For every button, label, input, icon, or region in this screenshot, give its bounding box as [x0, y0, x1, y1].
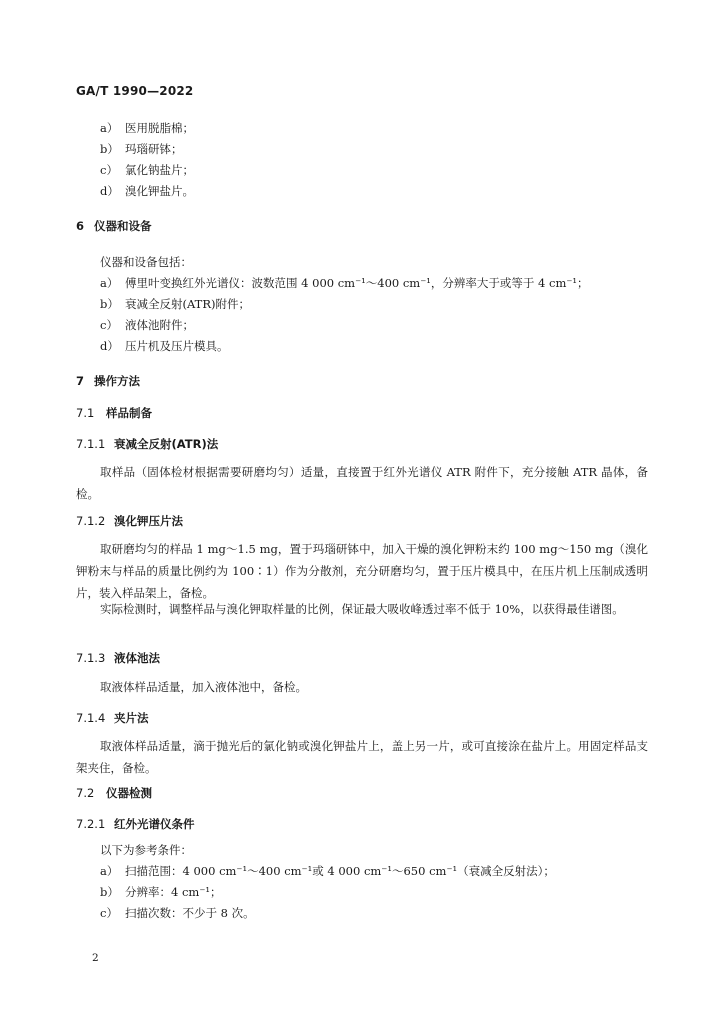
list-text: 傅里叶变换红外光谱仪：波数范围 4 000 cm⁻¹～400 cm⁻¹，分辨率大于或等于 4 cm⁻¹； [125, 276, 589, 290]
section-6-heading [76, 218, 152, 234]
section-title: 样品制备 [106, 406, 152, 420]
paragraph: 取液体样品适量，滴于抛光后的氯化钠或溴化钾盐片上，盖上另一片，或可直接涂在盐片上。用固定样品支架夹住，备检。 [76, 739, 648, 775]
list-text: 扫描范围：4 000 cm⁻¹～400 cm⁻¹或 4 000 cm⁻¹～650 cm⁻¹（衰减全反射法）； [125, 864, 555, 878]
section-title: 液体池法 [114, 651, 160, 665]
list-text: 玛瑙研钵； [125, 142, 183, 156]
list-marker: c） [100, 318, 118, 332]
list-marker: a） [100, 121, 119, 135]
list-marker: b） [100, 885, 119, 899]
section-7-1-1-heading [76, 436, 218, 452]
section-number: 7 [76, 374, 85, 388]
list-item [100, 296, 250, 312]
section-title: 仪器检测 [106, 786, 152, 800]
section-7-2-heading [76, 785, 152, 801]
paragraph: 取样品（固体检材根据需要研磨均匀）适量，直接置于红外光谱仪 ATR 附件下，充分接触 ATR 晶体，备检。 [76, 465, 648, 501]
section-title: 操作方法 [94, 374, 140, 388]
section-6-intro: 仪器和设备包括： [100, 255, 192, 269]
section-title: 红外光谱仪条件 [114, 817, 195, 831]
list-text: 衰减全反射(ATR)附件； [125, 297, 250, 311]
list-marker: b） [100, 297, 119, 311]
list-text: 扫描次数：不少于 8 次。 [125, 906, 255, 920]
list-marker: b） [100, 142, 119, 156]
section-number: 7.1.4 [76, 711, 106, 725]
list-text: 压片机及压片模具。 [125, 339, 229, 353]
section-7-1-3-heading [76, 650, 160, 666]
list-item [100, 905, 255, 921]
standard-code-header: GA/T 1990—2022 [76, 84, 194, 98]
section-title: 衰减全反射(ATR)法 [114, 437, 219, 451]
list-marker: a） [100, 276, 119, 290]
list-item [100, 275, 589, 291]
section-title: 溴化钾压片法 [114, 514, 183, 528]
list-marker: c） [100, 906, 118, 920]
paragraph: 实际检测时，调整样品与溴化钾取样量的比例，保证最大吸收峰透过率不低于 10%，以获得最佳谱图。 [100, 602, 624, 616]
section-title: 夹片法 [114, 711, 149, 725]
section-number: 6 [76, 219, 85, 233]
list-item [100, 141, 183, 157]
list-marker: c） [100, 163, 118, 177]
list-marker: d） [100, 339, 119, 353]
list-item [100, 884, 222, 900]
list-text: 氯化钠盐片； [125, 163, 194, 177]
section-number: 7.1.2 [76, 514, 106, 528]
section-number: 7.1 [76, 406, 95, 420]
section-7-1-heading [76, 405, 152, 421]
section-7-1-4-heading [76, 710, 149, 726]
section-number: 7.1.1 [76, 437, 106, 451]
paragraph: 取液体样品适量，加入液体池中，备检。 [100, 680, 307, 694]
page-number: 2 [92, 952, 99, 964]
list-item [100, 183, 194, 199]
paragraph: 取研磨均匀的样品 1 mg～1.5 mg，置于玛瑙研钵中，加入干燥的溴化钾粉末约 100 mg～150 mg（溴化钾粉末与样品的质量比例约为 100∶1）作为分散剂，充分研磨均匀，置于压片模具中，在压片机上压制成透明片，装入样品架上，备检。 [76, 542, 648, 600]
list-item [100, 863, 555, 879]
list-marker: d） [100, 184, 119, 198]
section-7-2-1-intro: 以下为参考条件： [100, 843, 192, 857]
list-text: 溴化钾盐片。 [125, 184, 194, 198]
section-number: 7.2 [76, 786, 95, 800]
section-number: 7.2.1 [76, 817, 106, 831]
section-7-1-2-heading [76, 513, 183, 529]
list-item [100, 317, 194, 333]
list-text: 液体池附件； [125, 318, 194, 332]
section-7-2-1-heading [76, 816, 195, 832]
list-text: 医用脱脂棉； [125, 121, 194, 135]
list-marker: a） [100, 864, 119, 878]
list-item [100, 338, 229, 354]
section-title: 仪器和设备 [94, 219, 152, 233]
list-item [100, 120, 194, 136]
list-text: 分辨率：4 cm⁻¹； [125, 885, 222, 899]
section-7-heading [76, 373, 140, 389]
section-number: 7.1.3 [76, 651, 106, 665]
list-item [100, 162, 194, 178]
